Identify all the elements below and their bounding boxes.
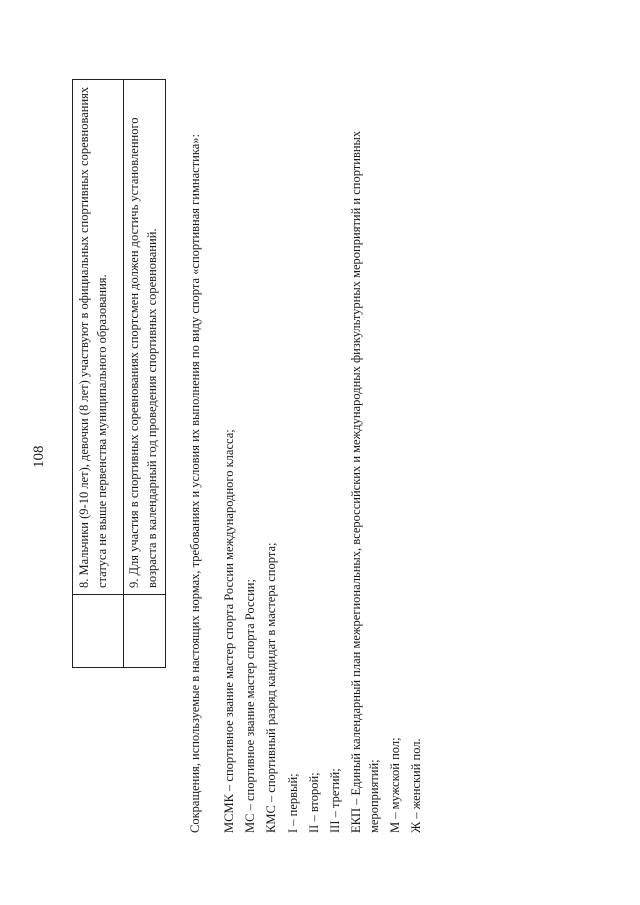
abbreviations-intro: Сокращения, используемые в настоящих нормах, требованиях и условия их выполнения по виду спорта «спортивная гимнастика»: (188, 134, 202, 833)
table-row (73, 80, 124, 668)
abbreviation-item: I – первый; (285, 773, 300, 833)
page-number: 108 (31, 445, 47, 468)
abbreviation-item: КМС – спортивный разряд кандидат в мастера спорта; (264, 542, 279, 833)
note-8 (73, 80, 124, 595)
abbreviation-item: М – мужской пол; (388, 737, 403, 833)
abbreviation-item: Ж – женский пол. (409, 738, 424, 833)
abbreviation-item: МСМК – спортивное звание мастер спорта России международного класса; (222, 429, 237, 833)
table-empty-cell (124, 595, 166, 668)
abbreviation-item: ЕКП – Единый календарный план межрегиональных, всероссийских и международных физкультурных мероприятий и спортивных мероприятий; (348, 130, 381, 833)
table-empty-cell (73, 595, 124, 668)
note-text: Для участия в спортивных соревнованиях спортсмен должен достичь установленного возраста в календарный год проведения спортивных соревнований. (127, 117, 159, 588)
note-number: 8. (77, 578, 91, 588)
abbreviation-item: МС – спортивное звание мастер спорта России; (243, 579, 258, 833)
note-number: 9. (127, 578, 141, 588)
abbreviation-item: III – третий; (327, 768, 342, 833)
abbreviation-item: II – второй; (306, 772, 321, 833)
note-text: Мальчики (9-10 лет), девочки (8 лет) участвуют в официальных спортивных соревнованиях статуса не выше первенства муниципального образования. (77, 86, 109, 588)
note-9 (124, 80, 166, 595)
table-row (124, 80, 166, 668)
abbreviations-section (186, 73, 428, 833)
notes-table (72, 79, 166, 668)
